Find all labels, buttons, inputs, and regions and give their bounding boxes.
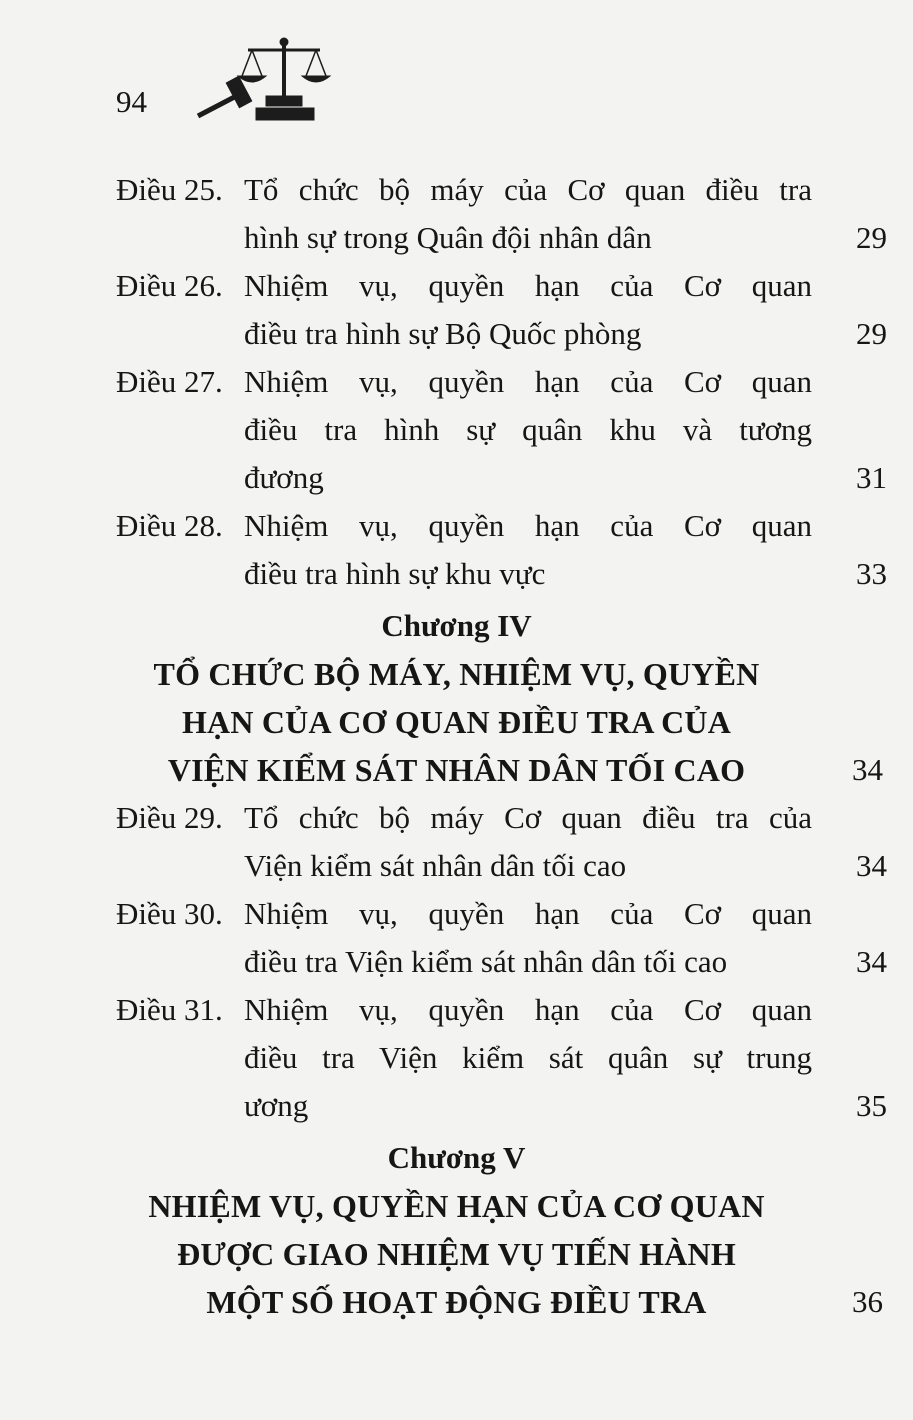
article-title-line: Tổ chức bộ máy Cơ quan điều tra của: [244, 800, 812, 835]
article-number: Điều 31.: [116, 992, 223, 1027]
article-title-line: điều tra hình sự quân khu và tương: [244, 412, 812, 447]
article-number: Điều 29.: [116, 800, 223, 835]
article-title-line: ương: [244, 1088, 309, 1123]
toc-entry-dieu-31[interactable]: [0, 986, 913, 1130]
page-reference: 35: [856, 1088, 887, 1123]
chapter-title-line: ĐƯỢC GIAO NHIỆM VỤ TIẾN HÀNH: [177, 1236, 736, 1272]
article-title-line: Nhiệm vụ, quyền hạn của Cơ quan: [244, 268, 812, 303]
toc-entry-dieu-28[interactable]: [0, 502, 913, 598]
toc-entry-dieu-27[interactable]: [0, 358, 913, 502]
page-reference: 29: [856, 220, 887, 255]
article-title-line: đương: [244, 460, 324, 495]
article-title-line: Nhiệm vụ, quyền hạn của Cơ quan: [244, 364, 812, 399]
article-title-line: hình sự trong Quân đội nhân dân: [244, 220, 652, 255]
page-reference: 31: [856, 460, 887, 495]
chapter-label: Chương IV: [381, 608, 532, 643]
page-reference: 34: [852, 752, 883, 787]
toc-chapter-v[interactable]: [0, 1134, 913, 1326]
article-title-line: điều tra hình sự Bộ Quốc phòng: [244, 316, 642, 351]
page-reference: 34: [856, 944, 887, 979]
page-reference: 34: [856, 848, 887, 883]
table-of-contents: [0, 166, 913, 1326]
toc-entry-dieu-25[interactable]: [0, 166, 913, 262]
article-number: Điều 27.: [116, 364, 223, 399]
article-number: Điều 26.: [116, 268, 223, 303]
page-reference: 33: [856, 556, 887, 591]
scales-of-justice-gavel-icon: [196, 36, 336, 124]
article-number: Điều 30.: [116, 896, 223, 931]
article-title-line: Viện kiểm sát nhân dân tối cao: [244, 848, 627, 883]
toc-chapter-iv[interactable]: [0, 602, 913, 794]
chapter-title-line: NHIỆM VỤ, QUYỀN HẠN CỦA CƠ QUAN: [148, 1188, 765, 1224]
toc-entry-dieu-30[interactable]: [0, 890, 913, 986]
chapter-title-line: TỔ CHỨC BỘ MÁY, NHIỆM VỤ, QUYỀN: [153, 656, 760, 692]
chapter-label: Chương V: [387, 1140, 526, 1175]
article-title-line: điều tra Viện kiểm sát nhân dân tối cao: [244, 944, 728, 979]
page-reference: 36: [852, 1284, 883, 1319]
page-reference: 29: [856, 316, 887, 351]
article-title-line: điều tra Viện kiểm sát quân sự trung: [244, 1040, 812, 1075]
chapter-title-line: VIỆN KIỂM SÁT NHÂN DÂN TỐI CAO: [167, 752, 746, 788]
toc-entry-dieu-29[interactable]: [0, 794, 913, 890]
article-title-line: Tổ chức bộ máy của Cơ quan điều tra: [244, 172, 812, 207]
chapter-title-line: MỘT SỐ HOẠT ĐỘNG ĐIỀU TRA: [206, 1284, 707, 1320]
article-title-line: Nhiệm vụ, quyền hạn của Cơ quan: [244, 508, 812, 543]
article-number: Điều 28.: [116, 508, 223, 543]
chapter-title-line: HẠN CỦA CƠ QUAN ĐIỀU TRA CỦA: [181, 704, 732, 740]
toc-entry-dieu-26[interactable]: [0, 262, 913, 358]
article-number: Điều 25.: [116, 172, 223, 207]
article-title-line: Nhiệm vụ, quyền hạn của Cơ quan: [244, 896, 812, 931]
page-number: 94: [116, 84, 147, 119]
article-title-line: điều tra hình sự khu vực: [244, 556, 546, 591]
article-title-line: Nhiệm vụ, quyền hạn của Cơ quan: [244, 992, 812, 1027]
